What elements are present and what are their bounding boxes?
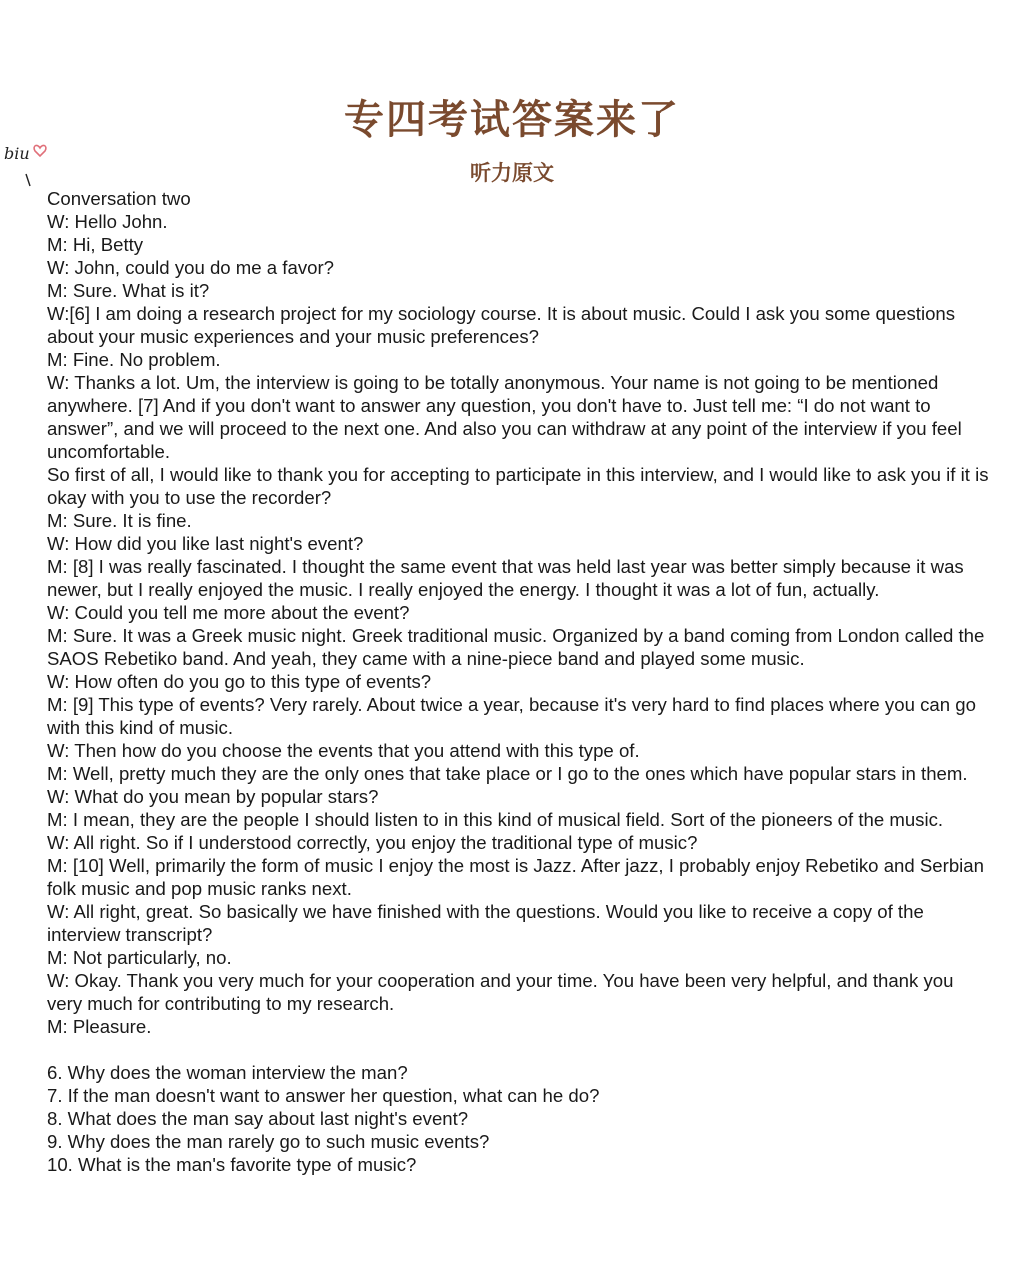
doodle-text: biu: [4, 144, 30, 163]
question-item: 9. Why does the man rarely go to such music events?: [47, 1131, 490, 1152]
question-item: 6. Why does the woman interview the man?: [47, 1062, 408, 1083]
dialogue-line: M: [10] Well, primarily the form of music I enjoy the most is Jazz. After jazz, I probably enjoy Rebetiko and Serbian folk music and pop music ranks next.: [47, 855, 984, 899]
dialogue-line: W: Okay. Thank you very much for your cooperation and your time. You have been very helpful, and thank you very much for contributing to my research.: [47, 970, 954, 1014]
dialogue-line: M: Sure. It was a Greek music night. Greek traditional music. Organized by a band coming from London called the SAOS Rebetiko band. And yeah, they came with a nine-piece band and played some music.: [47, 625, 985, 669]
transcript-body: [47, 187, 992, 1176]
dialogue-line: M: [8] I was really fascinated. I thought the same event that was held last year was better simply because it was newer, but I really enjoyed the music. I really enjoyed the energy. I thought it was a lot of fun, actually.: [47, 556, 964, 600]
dialogue-line: M: [9] This type of events? Very rarely. About twice a year, because it's very hard to find places where you can go with this kind of music.: [47, 694, 976, 738]
dialogue-line: M: Pleasure.: [47, 1016, 152, 1037]
spacer: [47, 1038, 992, 1061]
dialogue-line: M: Sure. What is it?: [47, 280, 210, 301]
dialogue-line: W: Could you tell me more about the event?: [47, 602, 410, 623]
dialogue-line: W: All right. So if I understood correctly, you enjoy the traditional type of music?: [47, 832, 698, 853]
dialogue-line: M: Hi, Betty: [47, 234, 144, 255]
page-subtitle: 听力原文: [470, 161, 554, 185]
dialogue-line: M: Not particularly, no.: [47, 947, 232, 968]
dialogue-line: W: Thanks a lot. Um, the interview is going to be totally anonymous. Your name is not going to be mentioned anywhere. [7] And if you don't want to answer any question, you don't have to. Just tell me: “I do not want to answer”, and we will proceed to the next one. And also you can withdraw at any point of the interview if you feel uncomfortable.: [47, 372, 962, 462]
dialogue-lines: [47, 210, 992, 1038]
dialogue-line: M: Fine. No problem.: [47, 349, 221, 370]
page-title: 专四考试答案来了: [344, 97, 680, 143]
question-item: 10. What is the man's favorite type of music?: [47, 1154, 417, 1175]
dialogue-line: So first of all, I would like to thank you for accepting to participate in this interview, and I would like to ask you if it is okay with you to use the recorder?: [47, 464, 989, 508]
conversation-heading: Conversation two: [47, 188, 191, 209]
dialogue-line: W: All right, great. So basically we have finished with the questions. Would you like to receive a copy of the interview transcript?: [47, 901, 924, 945]
dialogue-line: W: How did you like last night's event?: [47, 533, 364, 554]
dialogue-line: W: John, could you do me a favor?: [47, 257, 334, 278]
dialogue-line: W: How often do you go to this type of events?: [47, 671, 432, 692]
dialogue-line: W: Hello John.: [47, 211, 168, 232]
dialogue-line: M: Sure. It is fine.: [47, 510, 192, 531]
dialogue-line: W:[6] I am doing a research project for my sociology course. It is about music. Could I ask you some questions about your music experiences and your music preferences?: [47, 303, 956, 347]
dialogue-line: W: What do you mean by popular stars?: [47, 786, 379, 807]
question-item: 8. What does the man say about last night's event?: [47, 1108, 469, 1129]
question-list: [47, 1061, 992, 1176]
dialogue-line: M: I mean, they are the people I should listen to in this kind of musical field. Sort of the pioneers of the music.: [47, 809, 944, 830]
dialogue-line: M: Well, pretty much they are the only ones that take place or I go to the ones which have popular stars in them.: [47, 763, 968, 784]
dialogue-line: W: Then how do you choose the events that you attend with this type of.: [47, 740, 640, 761]
question-item: 7. If the man doesn't want to answer her question, what can he do?: [47, 1085, 600, 1106]
